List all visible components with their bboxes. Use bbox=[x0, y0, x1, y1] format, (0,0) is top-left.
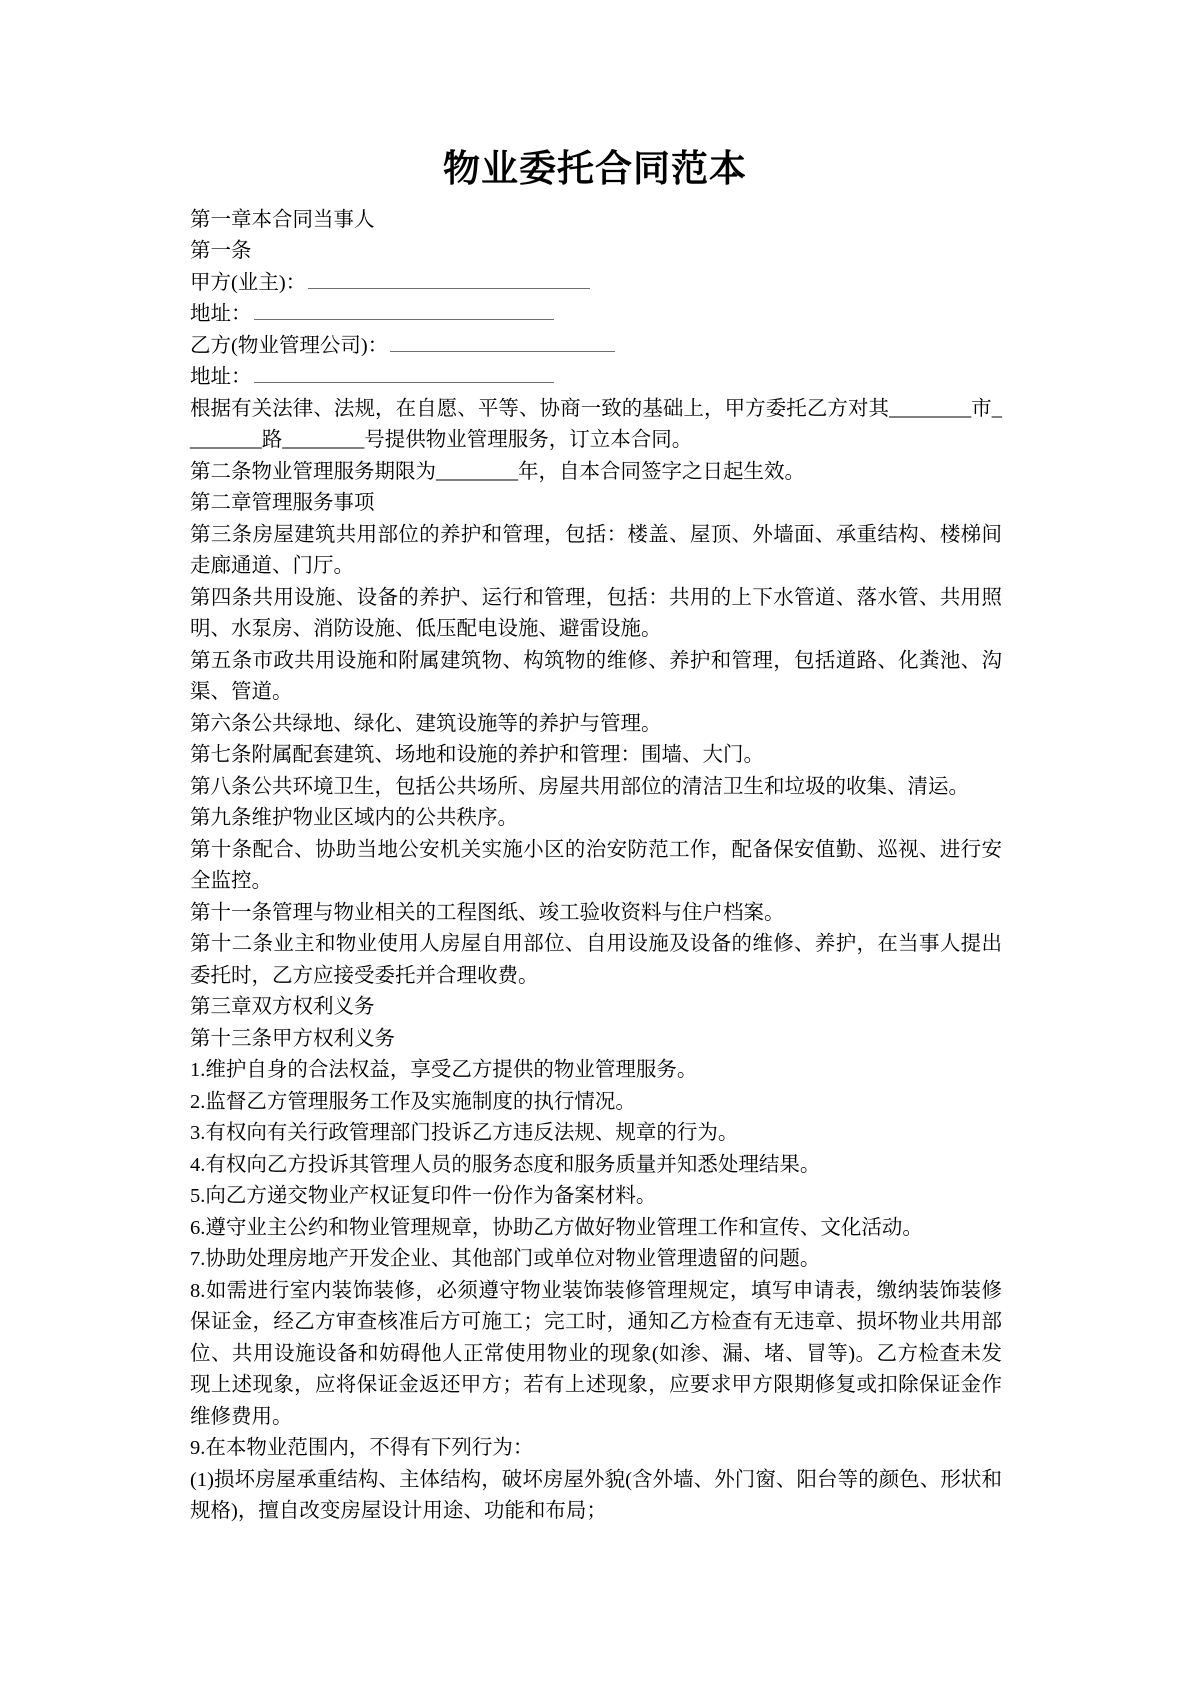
list-item-5: 5.向乙方递交物业产权证复印件一份作为备案材料。 bbox=[190, 1185, 657, 1208]
article-6-paragraph: 第六条公共绿地、绿化、建筑设施等的养护与管理。 bbox=[190, 712, 662, 735]
party-b-address-line bbox=[190, 362, 1002, 394]
party-a-label: 甲方(业主)： bbox=[190, 271, 307, 294]
list-item-7: 7.协助处理房地产开发企业、其他部门或单位对物业管理遗留的问题。 bbox=[190, 1248, 821, 1271]
chapter-2-heading: 第二章管理服务事项 bbox=[190, 492, 375, 515]
chapter-3-heading: 第三章双方权利义务 bbox=[190, 996, 375, 1019]
document-body bbox=[22, 205, 1002, 1528]
party-b-address-blank[interactable] bbox=[254, 363, 554, 383]
list-item-8: 8.如需进行室内装饰装修，必须遵守物业装饰装修管理规定，填写申请表，缴纳装饰装修保证金，经乙方审查核准后方可施工；完工时，通知乙方检查有无违章、损坏物业共用部位、共用设施设备和妨碍他人正常使用物业的现象(如渗、漏、堵、冒等)。乙方检查未发现上述现象，应将保证金返还甲方；若有上述现象，应要求甲方限期修复或扣除保证金作维修费用。 bbox=[190, 1279, 1002, 1428]
article-11-paragraph: 第十一条管理与物业相关的工程图纸、竣工验收资料与住户档案。 bbox=[190, 901, 785, 924]
party-b-line bbox=[190, 331, 1002, 363]
party-b-address-label: 地址： bbox=[190, 366, 252, 389]
article-4-paragraph: 第四条共用设施、设备的养护、运行和管理，包括：共用的上下水管道、落水管、共用照明、水泵房、消防设施、低压配电设施、避雷设施。 bbox=[190, 586, 1002, 641]
list-item-2: 2.监督乙方管理服务工作及实施制度的执行情况。 bbox=[190, 1090, 636, 1113]
party-b-blank[interactable] bbox=[390, 331, 615, 351]
party-b-label: 乙方(物业管理公司)： bbox=[190, 334, 389, 357]
party-a-address-blank[interactable] bbox=[254, 300, 554, 320]
list-item-9: 9.在本物业范围内，不得有下列行为： bbox=[190, 1437, 534, 1460]
party-a-address-label: 地址： bbox=[190, 303, 252, 326]
list-item-1: 1.维护自身的合法权益，享受乙方提供的物业管理服务。 bbox=[190, 1059, 698, 1082]
list-item-3: 3.有权向有关行政管理部门投诉乙方违反法规、规章的行为。 bbox=[190, 1122, 739, 1145]
list-item-4: 4.有权向乙方投诉其管理人员的服务态度和服务质量并知悉处理结果。 bbox=[190, 1153, 821, 1176]
article-5-paragraph: 第五条市政共用设施和附属建筑物、构筑物的维修、养护和管理，包括道路、化粪池、沟渠、管道。 bbox=[190, 649, 1002, 704]
article-10-paragraph: 第十条配合、协助当地公安机关实施小区的治安防范工作，配备保安值勤、巡视、进行安全监控。 bbox=[190, 838, 1002, 893]
article-2-paragraph: 第二条物业管理服务期限为________年，自本合同签字之日起生效。 bbox=[190, 460, 805, 483]
party-a-blank[interactable] bbox=[308, 268, 590, 288]
page-title: 物业委托合同范本 bbox=[443, 148, 747, 189]
preamble-paragraph: 根据有关法律、法规，在自愿、平等、协商一致的基础上，甲方委托乙方对其________市________路________号提供物业管理服务，订立本合同。 bbox=[190, 397, 1002, 452]
article-1-heading: 第一条 bbox=[190, 240, 252, 263]
chapter-1-heading: 第一章本合同当事人 bbox=[190, 208, 375, 231]
article-9-paragraph: 第九条维护物业区域内的公共秩序。 bbox=[190, 807, 518, 830]
article-12-paragraph: 第十二条业主和物业使用人房屋自用部位、自用设施及设备的维修、养护，在当事人提出委托时，乙方应接受委托并合理收费。 bbox=[190, 933, 1002, 987]
article-7-paragraph: 第七条附属配套建筑、场地和设施的养护和管理：围墙、大门。 bbox=[190, 744, 764, 767]
article-8-paragraph: 第八条公共环境卫生，包括公共场所、房屋共用部位的清洁卫生和垃圾的收集、清运。 bbox=[190, 775, 969, 798]
party-a-address-line bbox=[190, 299, 1002, 331]
list-item-6: 6.遵守业主公约和物业管理规章，协助乙方做好物业管理工作和宣传、文化活动。 bbox=[190, 1216, 923, 1239]
list-item-9-sub-1: (1)损坏房屋承重结构、主体结构，破坏房屋外貌(含外墙、外门窗、阳台等的颜色、形状和规格)，擅自改变房屋设计用途、功能和布局； bbox=[190, 1468, 1002, 1523]
party-a-line bbox=[190, 268, 1002, 300]
article-3-paragraph: 第三条房屋建筑共用部位的养护和管理，包括：楼盖、屋顶、外墙面、承重结构、楼梯间走廊通道、门厅。 bbox=[190, 523, 1002, 578]
article-13-heading: 第十三条甲方权利义务 bbox=[190, 1027, 395, 1050]
